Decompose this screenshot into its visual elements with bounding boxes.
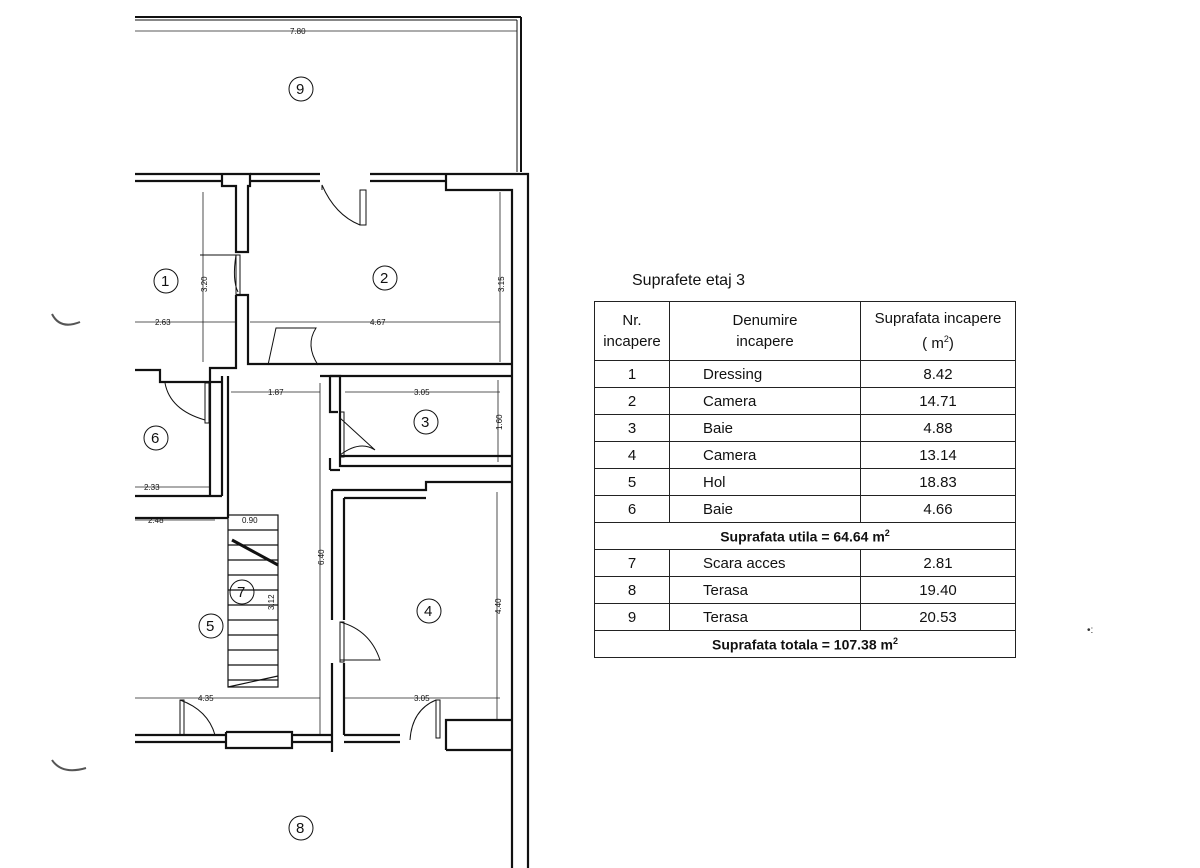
room-marker-6: 6: [151, 430, 160, 447]
cell-name: Baie: [670, 415, 861, 442]
room-marker-9: 9: [296, 81, 305, 98]
dim-label: 3.05: [414, 388, 430, 397]
cell-area: 2.81: [861, 550, 1016, 577]
cell-nr: 5: [595, 469, 670, 496]
dim-label: 1.60: [495, 414, 504, 430]
cell-name: Terasa: [670, 577, 861, 604]
terrace-9-outline: [135, 17, 521, 172]
dim-label: 2.63: [155, 318, 171, 327]
cell-area: 13.14: [861, 442, 1016, 469]
subtotal-row: [595, 523, 1016, 550]
dim-label: 3.05: [414, 694, 430, 703]
cell-area: 8.42: [861, 361, 1016, 388]
table-row: [595, 577, 1016, 604]
room-marker-8: 8: [296, 820, 305, 837]
room-marker-4: 4: [424, 603, 433, 620]
subtotal-cell: Suprafata utila = 64.64 $m^2$: [595, 523, 1016, 550]
header-row: [595, 302, 1016, 361]
header-area: Suprafata incapere ( $m^2$): [861, 302, 1016, 361]
dim-label: 0.90: [242, 516, 258, 525]
header-name: Denumire incapere: [670, 302, 861, 361]
dim-label: 2.33: [144, 483, 160, 492]
cell-nr: 2: [595, 388, 670, 415]
cell-area: 4.88: [861, 415, 1016, 442]
total-cell: Suprafata totala = 107.38 $m^2$: [595, 631, 1016, 658]
table-row: [595, 604, 1016, 631]
room-marker-2: 2: [380, 270, 389, 287]
table-row: [595, 388, 1016, 415]
cell-name: Hol: [670, 469, 861, 496]
table-row: [595, 415, 1016, 442]
dim-label: 4.67: [370, 318, 386, 327]
dim-label: 2.48: [148, 516, 164, 525]
cell-nr: 1: [595, 361, 670, 388]
dim-label: 3.15: [497, 276, 506, 292]
cell-area: 14.71: [861, 388, 1016, 415]
cell-name: Scara acces: [670, 550, 861, 577]
cell-nr: 7: [595, 550, 670, 577]
table-title: Suprafete etaj 3: [632, 272, 745, 289]
doors: [165, 185, 440, 740]
table-row: [595, 361, 1016, 388]
table-row: [595, 442, 1016, 469]
punch-hole-mark: [52, 760, 86, 770]
cell-area: 4.66: [861, 496, 1016, 523]
room-marker-5: 5: [206, 618, 215, 635]
speck: •:: [1087, 625, 1094, 636]
cell-nr: 8: [595, 577, 670, 604]
room-markers: [144, 77, 441, 840]
cell-area: 18.83: [861, 469, 1016, 496]
cell-area: 19.40: [861, 577, 1016, 604]
room-marker-1: 1: [161, 273, 170, 290]
cell-name: Camera: [670, 388, 861, 415]
dim-label: 4.40: [494, 598, 503, 614]
cell-nr: 6: [595, 496, 670, 523]
table-row: [595, 469, 1016, 496]
cell-area: 20.53: [861, 604, 1016, 631]
punch-hole-mark: [52, 314, 80, 325]
area-table: [594, 301, 1016, 658]
dim-label: 3.20: [200, 276, 209, 292]
cell-nr: 9: [595, 604, 670, 631]
cell-nr: 3: [595, 415, 670, 442]
table-row: [595, 496, 1016, 523]
cell-name: Dressing: [670, 361, 861, 388]
table-row: [595, 550, 1016, 577]
cell-name: Terasa: [670, 604, 861, 631]
cell-nr: 4: [595, 442, 670, 469]
header-nr: Nr. incapere: [595, 302, 670, 361]
dim-label: 1.87: [268, 388, 284, 397]
dim-label: 6.40: [317, 549, 326, 565]
dim-label: 7.80: [290, 27, 306, 36]
walls: [135, 174, 528, 868]
total-row: [595, 631, 1016, 658]
room-marker-7: 7: [237, 584, 246, 601]
cell-name: Baie: [670, 496, 861, 523]
room-marker-3: 3: [421, 414, 430, 431]
cell-name: Camera: [670, 442, 861, 469]
dim-label: 3.12: [267, 594, 276, 610]
room-numbers: [151, 81, 432, 837]
dim-label: 4.35: [198, 694, 214, 703]
